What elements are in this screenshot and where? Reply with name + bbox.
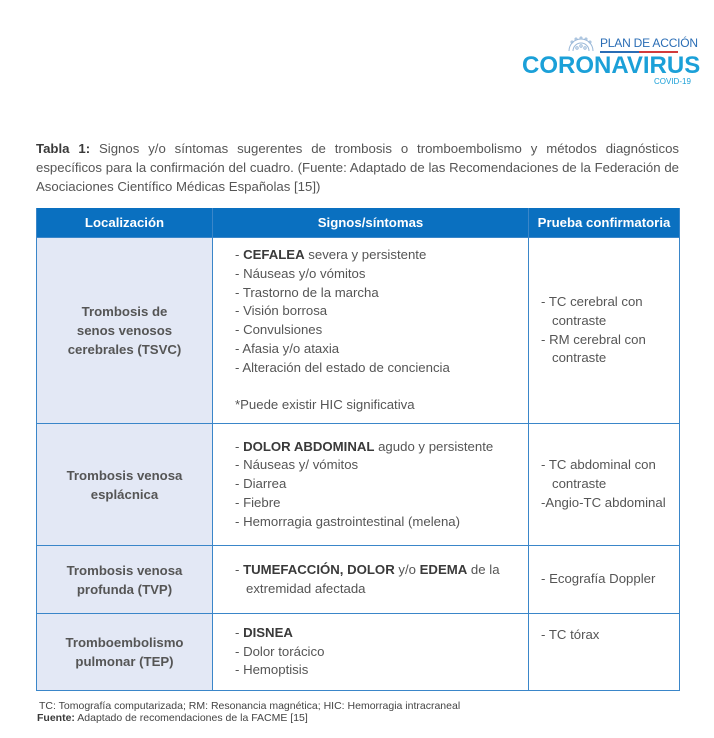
sign-item: - Dolor torácico xyxy=(235,643,325,659)
location-line: Trombosis de xyxy=(81,304,168,319)
header-signos: Signos/síntomas xyxy=(213,208,529,238)
sign-item: - Hemoptisis xyxy=(235,662,309,678)
location-line: pulmonar (TEP) xyxy=(75,654,174,669)
header-localizacion: Localización xyxy=(37,208,213,238)
symptoms-table xyxy=(36,208,680,691)
test-item-cont: contraste xyxy=(552,350,607,366)
signs-cell xyxy=(213,424,529,546)
signs-cell xyxy=(213,614,529,691)
sign-item: - Trastorno de la marcha xyxy=(235,284,379,300)
location-cell xyxy=(37,424,213,546)
sign-item: - Diarrea xyxy=(235,476,287,492)
test-item: - TC tórax xyxy=(541,627,600,642)
caption-label: Tabla 1: xyxy=(36,141,91,156)
sign-item: - CEFALEA severa y persistente xyxy=(235,246,427,262)
signs-cell xyxy=(213,546,529,614)
signs-cell xyxy=(213,238,529,424)
header-prueba: Prueba confirmatoria xyxy=(529,208,680,238)
sign-item-cont: extremidad afectada xyxy=(246,580,366,596)
table-header-row xyxy=(37,208,680,238)
location-line: senos venosos xyxy=(76,323,173,338)
sign-item: - Hemorragia gastrointestinal (melena) xyxy=(235,513,461,529)
sign-item: - DISNEA xyxy=(235,624,293,640)
location-line: profunda (TVP) xyxy=(76,581,173,597)
test-item: -Angio-TC abdominal xyxy=(541,494,666,510)
sign-item: - DOLOR ABDOMINAL agudo y persistente xyxy=(235,438,494,454)
location-line: esplácnica xyxy=(90,486,159,502)
caption-text: Signos y/o síntomas sugerentes de trombosis o tromboembolismo y métodos diagnósticos específicos para la confirmación del cuadro. (Fuente: Adaptado de las Recomendaciones de la Federación de Asociaciones Científico Médicas Españolas [15]) xyxy=(36,141,680,194)
sign-item: - Afasia y/o ataxia xyxy=(235,340,340,356)
test-item: - TC cerebral con xyxy=(541,293,643,309)
table-caption xyxy=(36,139,679,196)
test-item: - Ecografía Doppler xyxy=(541,571,656,587)
sign-item: - Náuseas y/o vómitos xyxy=(235,265,366,281)
tests-cell xyxy=(529,238,680,424)
sign-note: *Puede existir HIC significativa xyxy=(235,397,415,413)
test-item-cont: contraste xyxy=(552,312,607,328)
test-item: - RM cerebral con xyxy=(541,331,646,347)
sign-item: - Convulsiones xyxy=(235,322,323,338)
table-row xyxy=(37,614,680,691)
tests-cell xyxy=(529,424,680,546)
globe-dots-icon xyxy=(566,34,596,52)
table-row xyxy=(37,424,680,546)
location-line: Tromboembolismo xyxy=(65,635,184,650)
tests-cell xyxy=(529,546,680,614)
sign-item: - Fiebre xyxy=(235,494,281,510)
sign-item: - Náuseas y/ vómitos xyxy=(235,457,359,473)
table-footnote xyxy=(37,700,460,724)
table-row xyxy=(37,546,680,614)
coronavirus-logo xyxy=(520,34,701,86)
abbreviations-note: TC: Tomografía computarizada; RM: Resonancia magnética; HIC: Hemorragia intracraneal xyxy=(39,700,461,712)
source-label: Fuente: xyxy=(37,712,75,724)
coronavirus-brand-text: CORONAVIRUS xyxy=(522,52,701,79)
location-cell xyxy=(37,614,213,691)
sign-item: - Alteración del estado de conciencia xyxy=(235,359,450,375)
table-row xyxy=(37,238,680,424)
sign-item: - TUMEFACCIÓN, DOLOR y/o EDEMA de la xyxy=(235,561,500,577)
spacer xyxy=(235,377,528,396)
covid-19-text: COVID-19 xyxy=(654,77,691,86)
location-line: Trombosis venosa xyxy=(66,562,183,578)
plan-de-accion-text: PLAN DE ACCIÓN xyxy=(600,36,698,50)
tests-cell xyxy=(529,614,680,691)
test-item-cont: contraste xyxy=(552,476,607,492)
location-line: cerebrales (TSVC) xyxy=(67,342,182,357)
sign-item: - Visión borrosa xyxy=(235,303,328,319)
source-note xyxy=(37,712,460,724)
test-item: - TC abdominal con xyxy=(541,457,656,473)
location-cell xyxy=(37,238,213,424)
location-cell xyxy=(37,546,213,614)
location-line: Trombosis venosa xyxy=(66,467,183,483)
source-text: Adaptado de recomendaciones de la FACME [15] xyxy=(74,712,308,724)
